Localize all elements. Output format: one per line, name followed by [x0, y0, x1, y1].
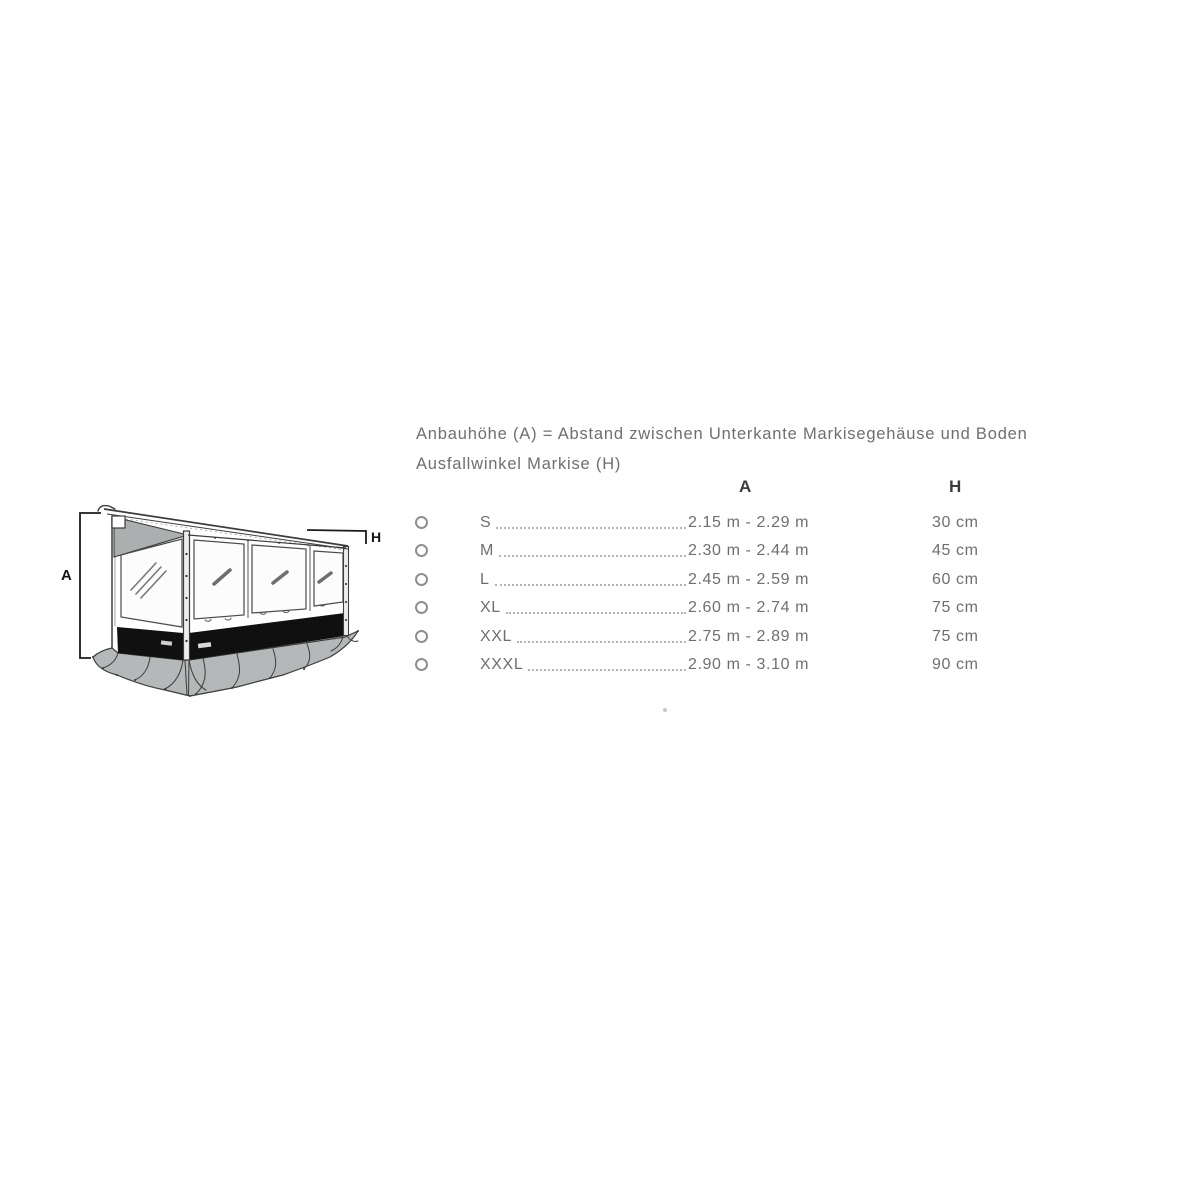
- mount-height-range: 2.15 m - 2.29 m: [688, 514, 810, 531]
- mount-height-range: 2.45 m - 2.59 m: [688, 571, 810, 588]
- column-header-a: A: [739, 477, 752, 496]
- size-label: XXL: [480, 628, 513, 645]
- drop-height-value: 30 cm: [932, 514, 979, 531]
- dot-leader: [517, 641, 686, 643]
- table-row: [414, 597, 1000, 619]
- drop-height-value: 45 cm: [932, 542, 979, 559]
- size-label: S: [480, 514, 492, 531]
- description-line-2: Ausfallwinkel Markise (H): [416, 455, 622, 473]
- size-label: L: [480, 571, 490, 588]
- stray-mark: [663, 708, 667, 712]
- dimension-h-label: H: [371, 529, 382, 545]
- option-circle[interactable]: [415, 516, 428, 529]
- table-row: [414, 626, 1000, 648]
- mount-height-range: 2.90 m - 3.10 m: [688, 656, 810, 673]
- table-row: [414, 654, 1000, 676]
- mount-height-range: 2.30 m - 2.44 m: [688, 542, 810, 559]
- option-circle[interactable]: [415, 658, 428, 671]
- mount-height-range: 2.75 m - 2.89 m: [688, 628, 810, 645]
- dot-leader: [496, 527, 686, 529]
- awning-diagram: [55, 478, 415, 723]
- option-circle[interactable]: [415, 544, 428, 557]
- mount-height-range: 2.60 m - 2.74 m: [688, 599, 810, 616]
- option-circle[interactable]: [415, 573, 428, 586]
- front-window-3: [314, 551, 343, 606]
- dot-leader: [499, 555, 686, 557]
- description-line-1: Anbauhöhe (A) = Abstand zwischen Unterkante Markisegehäuse und Boden: [416, 425, 1028, 443]
- front-right-pole: [344, 547, 349, 636]
- table-row: [414, 512, 1000, 534]
- dot-leader: [528, 669, 686, 671]
- drop-height-value: 90 cm: [932, 656, 979, 673]
- option-circle[interactable]: [415, 630, 428, 643]
- dimension-a-label: A: [61, 567, 72, 584]
- dimension-a-bracket: [80, 513, 101, 658]
- housing-bracket: [112, 516, 125, 528]
- size-label: XXXL: [480, 656, 524, 673]
- table-row: [414, 540, 1000, 562]
- table-row: [414, 569, 1000, 591]
- option-circle[interactable]: [415, 601, 428, 614]
- size-label: XL: [480, 599, 501, 616]
- dot-leader: [506, 612, 686, 614]
- drop-height-value: 75 cm: [932, 628, 979, 645]
- drop-height-value: 75 cm: [932, 599, 979, 616]
- size-label: M: [480, 542, 494, 559]
- dot-leader: [495, 584, 687, 586]
- drop-height-value: 60 cm: [932, 571, 979, 588]
- column-header-h: H: [949, 477, 962, 496]
- side-window: [121, 539, 182, 627]
